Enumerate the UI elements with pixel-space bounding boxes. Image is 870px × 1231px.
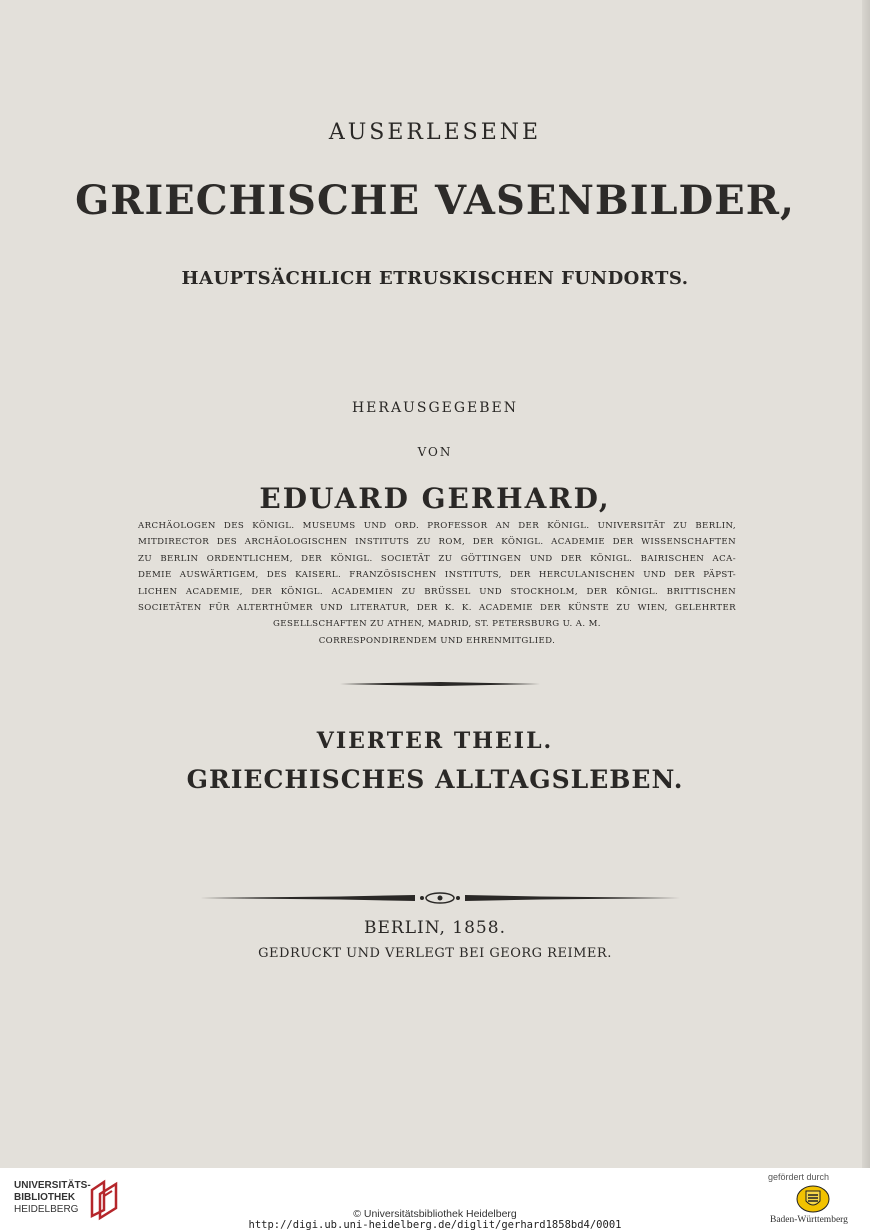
library-line-3: HEIDELBERG bbox=[14, 1204, 79, 1215]
editor-description bbox=[138, 518, 736, 649]
ornamental-rule bbox=[200, 890, 680, 906]
description-line: CORRESPONDIRENDEM UND EHRENMITGLIED. bbox=[318, 635, 556, 646]
title-line-1: AUSERLESENE bbox=[328, 120, 542, 145]
description-line: GESELLSCHAFTEN ZU ATHEN, MADRID, ST. PETERSBURG U. A. M. bbox=[273, 619, 601, 630]
publisher: GEDRUCKT UND VERLEGT BEI GEORG REIMER. bbox=[258, 946, 612, 961]
funder-name: Baden-Württemberg bbox=[770, 1215, 848, 1225]
digitization-footer bbox=[0, 1168, 870, 1231]
library-line-2: BIBLIOTHEK bbox=[14, 1192, 76, 1203]
library-line-1: UNIVERSITÄTS- bbox=[14, 1180, 91, 1191]
funding-label: gefördert durch bbox=[768, 1172, 830, 1182]
divider-rule bbox=[340, 682, 540, 686]
description-line: DEMIE AUSWÄRTIGEM, DES KAISERL. FRANZÖSISCHEN INSTITUTS, DER HERCULANISCHEN UND DER PÄPST- bbox=[138, 570, 736, 581]
description-line: SOCIETÄTEN FÜR ALTERTHÜMER UND LITERATUR, DER K. K. ACADEMIE DER KÜNSTE ZU WIEN, GELEHRTER bbox=[138, 603, 736, 614]
main-title: GRIECHISCHE VASENBILDER, bbox=[75, 177, 795, 224]
editor-name: EDUARD GERHARD, bbox=[259, 482, 611, 515]
copyright-notice: © Universitätsbibliothek Heidelberg bbox=[353, 1208, 517, 1220]
volume-subtitle: GRIECHISCHES ALLTAGSLEBEN. bbox=[186, 765, 684, 794]
description-line: MITDIRECTOR DES ARCHÄOLOGISCHEN INSTITUTS ZU ROM, DER KÖNIGL. ACADEMIE DER WISSENSCHAFTEN bbox=[138, 537, 736, 548]
von-label: VON bbox=[417, 445, 453, 459]
description-line: ZU BERLIN ORDENTLICHEM, DER KÖNIGL. SOCIETÄT ZU GÖTTINGEN UND DER KÖNIGL. BAIRISCHEN ACA- bbox=[138, 553, 736, 564]
description-line: LICHEN ACADEMIE, DER KÖNIGL. ACADEMIEN ZU BRÜSSEL UND STOCKHOLM, DER KÖNIGL. BRITTISCHEN bbox=[138, 586, 736, 597]
description-line: ARCHÄOLOGEN DES KÖNIGL. MUSEUMS UND ORD. PROFESSOR AN DER KÖNIGL. UNIVERSITÄT ZU BERLIN, bbox=[138, 521, 736, 531]
place-year: BERLIN, 1858. bbox=[364, 918, 506, 938]
volume-part: VIERTER THEIL. bbox=[316, 728, 554, 754]
baden-wuerttemberg-crest-icon bbox=[796, 1185, 830, 1213]
permalink-url[interactable]: http://digi.ub.uni-heidelberg.de/diglit/gerhard1858bd4/0001 bbox=[248, 1219, 622, 1231]
subtitle: HAUPTSÄCHLICH ETRUSKISCHEN FUNDORTS. bbox=[181, 268, 689, 289]
herausgegeben-label: HERAUSGEGEBEN bbox=[351, 400, 519, 416]
